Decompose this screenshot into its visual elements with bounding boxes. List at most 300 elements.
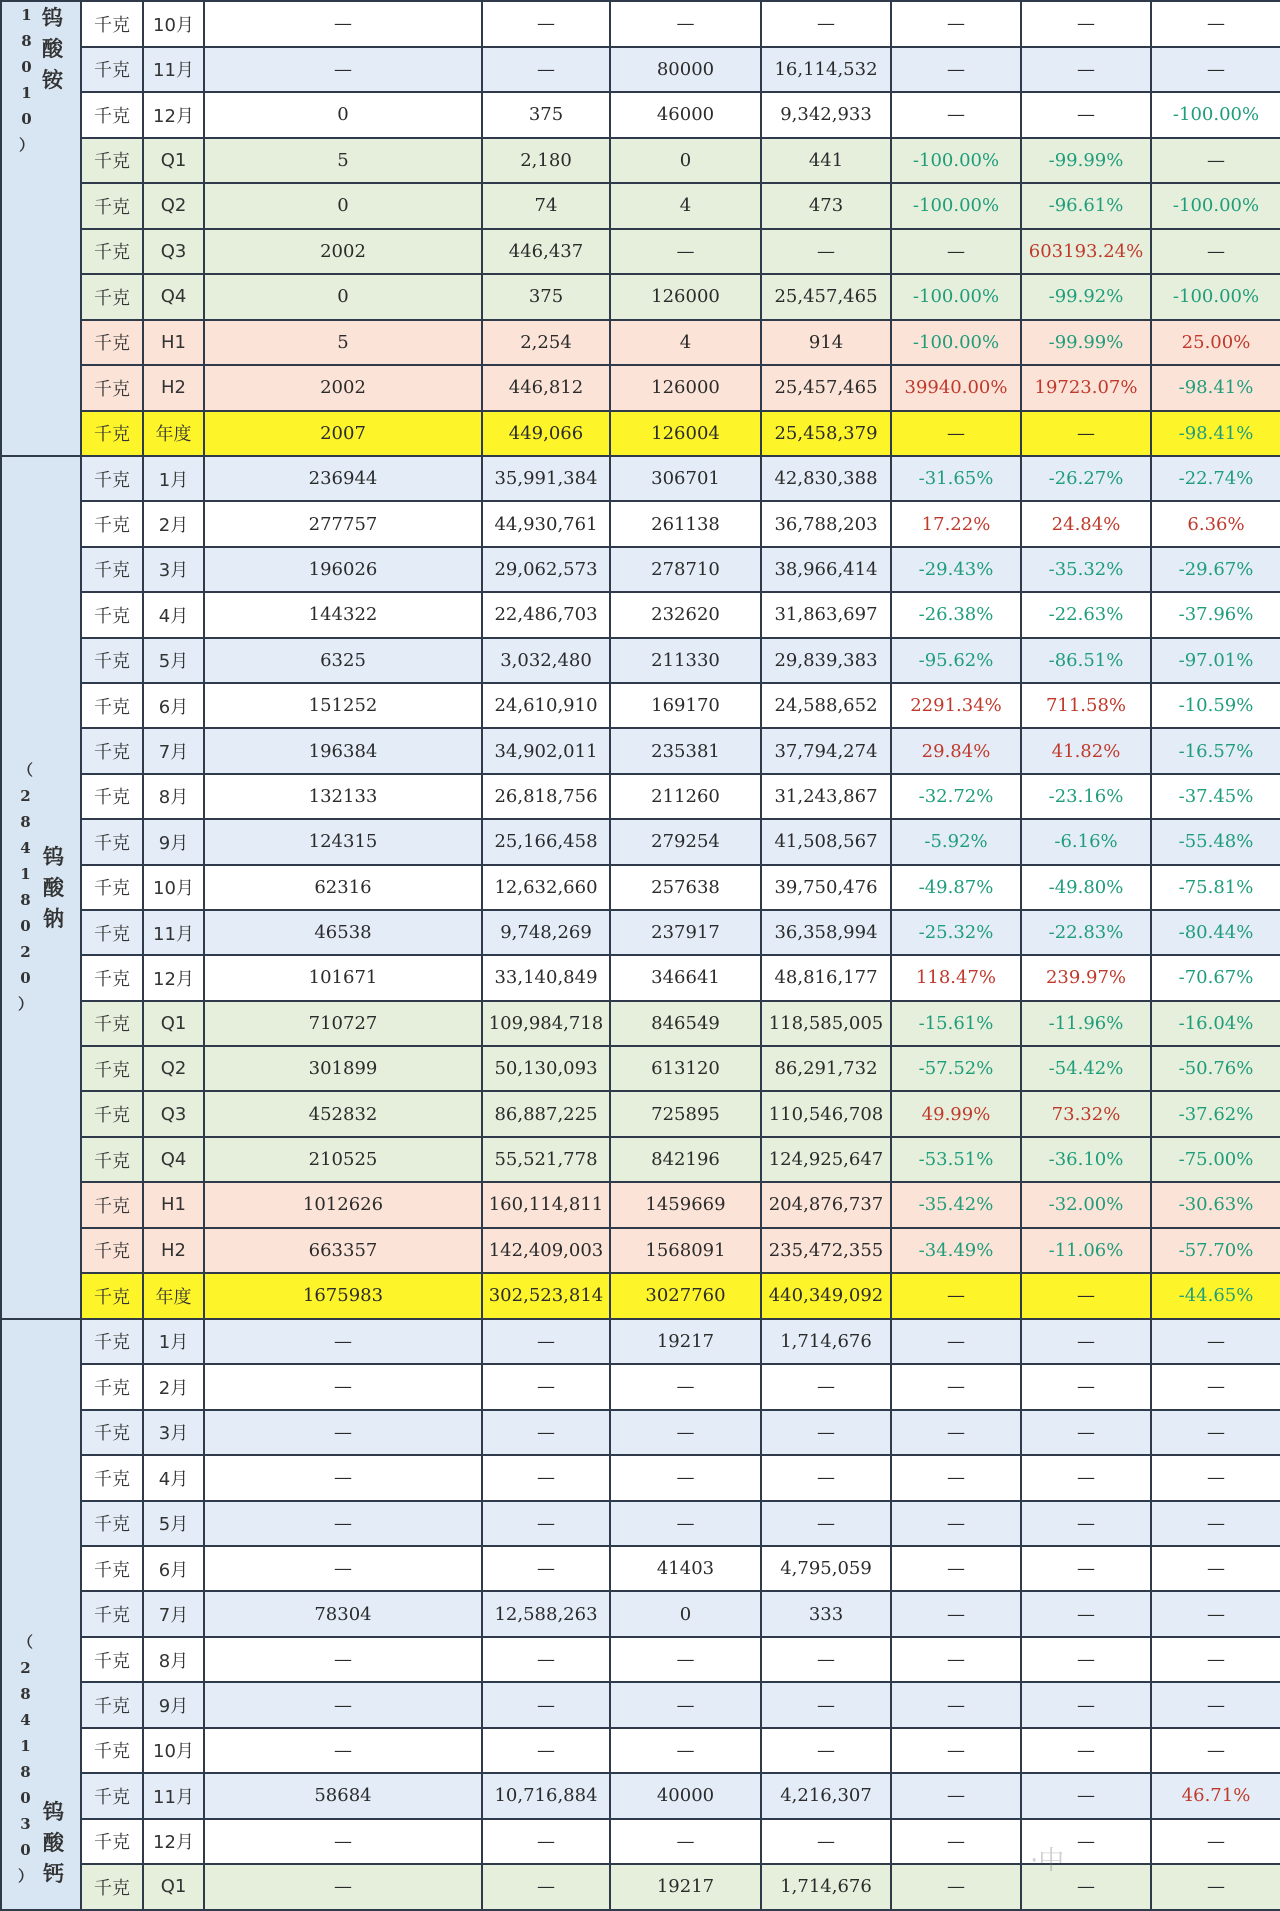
product-category-cell [1,456,81,1319]
value-cell: — [482,1455,610,1500]
value-cell: -32.00% [1021,1182,1151,1227]
table-row [1,1091,1280,1136]
period-cell: 11月 [143,1773,204,1818]
value-cell: 211330 [610,638,761,683]
unit-cell: 千克 [81,955,143,1000]
value-cell: 0 [610,138,761,184]
table-row [1,1501,1280,1546]
hs-code-char: ） [17,995,33,1014]
value-cell: -100.00% [1151,274,1280,320]
value-cell: 278710 [610,547,761,592]
value-cell: — [482,47,610,93]
hs-code-char: （ [17,761,33,780]
value-cell: -57.52% [891,1046,1021,1091]
value-cell: 711.58% [1021,683,1151,728]
value-cell: — [204,1864,482,1909]
period-cell: H1 [143,320,204,366]
period-cell: 4月 [143,1455,204,1500]
hs-code-char: 8 [20,891,31,910]
table-row [1,1273,1280,1319]
hs-code-char: （ [17,1632,33,1651]
value-cell: — [610,1501,761,1546]
value-cell: 239.97% [1021,955,1151,1000]
unit-cell: 千克 [81,1319,143,1364]
hs-code-char: 1 [20,1736,31,1755]
hs-code-char: 8 [20,1684,31,1703]
period-cell: 8月 [143,774,204,819]
value-cell: 109,984,718 [482,1001,610,1046]
unit-cell: 千克 [81,47,143,93]
value-cell: -23.16% [1021,774,1151,819]
value-cell: -26.38% [891,592,1021,637]
hs-code-char: 0 [21,110,32,128]
table-row [1,501,1280,546]
unit-cell: 千克 [81,365,143,411]
value-cell: -37.45% [1151,774,1280,819]
hs-code-char: 1 [20,865,31,884]
unit-cell: 千克 [81,229,143,275]
hs-code-vertical [19,2,34,158]
table-row [1,183,1280,229]
value-cell: 4,795,059 [761,1546,891,1591]
table-row [1,1,1280,47]
value-cell: 842196 [610,1137,761,1182]
value-cell: — [482,1364,610,1409]
value-cell: 118,585,005 [761,1001,891,1046]
unit-cell: 千克 [81,1273,143,1319]
value-cell: — [482,1,610,47]
unit-cell: 千克 [81,320,143,366]
table-row [1,229,1280,275]
value-cell: — [891,1637,1021,1682]
unit-cell: 千克 [81,1864,143,1909]
table-row [1,1182,1280,1227]
table-row [1,728,1280,773]
hs-code-vertical [18,757,33,1017]
value-cell: 12,588,263 [482,1591,610,1636]
value-cell: — [1021,1864,1151,1909]
value-cell: 101671 [204,955,482,1000]
period-cell: 12月 [143,1819,204,1864]
hs-code-char: 8 [21,32,32,50]
value-cell: — [891,1,1021,47]
value-cell: 169170 [610,683,761,728]
value-cell: -55.48% [1151,819,1280,864]
value-cell: 2007 [204,411,482,457]
value-cell: -98.41% [1151,411,1280,457]
value-cell: — [204,1501,482,1546]
value-cell: -31.65% [891,456,1021,501]
table-row [1,1410,1280,1455]
value-cell: — [891,229,1021,275]
period-cell: 1月 [143,1319,204,1364]
value-cell: 236944 [204,456,482,501]
value-cell: 10,716,884 [482,1773,610,1818]
value-cell: -6.16% [1021,819,1151,864]
value-cell: 160,114,811 [482,1182,610,1227]
value-cell: 452832 [204,1091,482,1136]
value-cell: 3,032,480 [482,638,610,683]
value-cell: -29.43% [891,547,1021,592]
value-cell: — [610,1410,761,1455]
value-cell: 124315 [204,819,482,864]
value-cell: 151252 [204,683,482,728]
value-cell: -54.42% [1021,1046,1151,1091]
value-cell: 29,839,383 [761,638,891,683]
value-cell: 473 [761,183,891,229]
watermark-icon: ·中 [1030,1846,1065,1876]
value-cell: 50,130,093 [482,1046,610,1091]
value-cell: 1012626 [204,1182,482,1227]
value-cell: — [761,1,891,47]
unit-cell: 千克 [81,683,143,728]
value-cell: -49.87% [891,865,1021,910]
value-cell: 33,140,849 [482,955,610,1000]
period-cell: 10月 [143,1728,204,1773]
period-cell: 10月 [143,1,204,47]
value-cell: — [1151,1546,1280,1591]
unit-cell: 千克 [81,456,143,501]
value-cell: — [761,1682,891,1727]
value-cell: — [1021,1455,1151,1500]
unit-cell: 千克 [81,1773,143,1818]
table-row [1,320,1280,366]
period-cell: 7月 [143,728,204,773]
value-cell: 261138 [610,501,761,546]
value-cell: 40000 [610,1773,761,1818]
value-cell: — [610,1364,761,1409]
value-cell: — [891,1364,1021,1409]
period-cell: 9月 [143,1682,204,1727]
value-cell: — [891,1273,1021,1319]
value-cell: 74 [482,183,610,229]
value-cell: 144322 [204,592,482,637]
period-cell: Q1 [143,1001,204,1046]
unit-cell: 千克 [81,1364,143,1409]
value-cell: 449,066 [482,411,610,457]
product-name-char: 钙 [43,1860,64,1886]
table-row [1,411,1280,457]
period-cell: Q4 [143,1137,204,1182]
value-cell: 24,610,910 [482,683,610,728]
period-cell: Q3 [143,1091,204,1136]
value-cell: — [1021,1546,1151,1591]
period-cell: Q1 [143,138,204,184]
value-cell: 126004 [610,411,761,457]
value-cell: 5 [204,138,482,184]
period-cell: 3月 [143,547,204,592]
value-cell: -34.49% [891,1228,1021,1273]
value-cell: -22.74% [1151,456,1280,501]
value-cell: — [482,1864,610,1909]
value-cell: -100.00% [1151,183,1280,229]
table-row [1,1819,1280,1864]
table-row [1,910,1280,955]
value-cell: 26,818,756 [482,774,610,819]
product-category-cell [1,1319,81,1910]
value-cell: 17.22% [891,501,1021,546]
value-cell: 0 [610,1591,761,1636]
value-cell: 1675983 [204,1273,482,1319]
value-cell: -44.65% [1151,1273,1280,1319]
period-cell: 10月 [143,865,204,910]
hs-code-char: 8 [20,1762,31,1781]
value-cell: — [891,47,1021,93]
value-cell: 25,166,458 [482,819,610,864]
value-cell: — [1151,47,1280,93]
value-cell: 46000 [610,92,761,138]
value-cell: 73.32% [1021,1091,1151,1136]
value-cell: 4 [610,320,761,366]
value-cell: — [891,1773,1021,1818]
value-cell: 46.71% [1151,1773,1280,1818]
value-cell: — [482,1501,610,1546]
hs-code-char: 4 [20,839,31,858]
value-cell: -98.41% [1151,365,1280,411]
value-cell: -30.63% [1151,1182,1280,1227]
value-cell: 39,750,476 [761,865,891,910]
value-cell: — [1151,1637,1280,1682]
value-cell: — [1151,1728,1280,1773]
value-cell: — [1151,1819,1280,1864]
value-cell: -86.51% [1021,638,1151,683]
value-cell: 19217 [610,1319,761,1364]
value-cell: 25,458,379 [761,411,891,457]
value-cell: -29.67% [1151,547,1280,592]
product-name-vertical [43,1796,64,1889]
value-cell: -32.72% [891,774,1021,819]
value-cell: — [1151,1501,1280,1546]
value-cell: -96.61% [1021,183,1151,229]
period-cell: 3月 [143,1410,204,1455]
value-cell: — [891,1591,1021,1636]
value-cell: -100.00% [891,274,1021,320]
value-cell: 110,546,708 [761,1091,891,1136]
period-cell: H2 [143,365,204,411]
value-cell: -11.06% [1021,1228,1151,1273]
value-cell: 58684 [204,1773,482,1818]
product-name-char: 钨 [43,843,64,869]
unit-cell: 千克 [81,1546,143,1591]
value-cell: — [610,229,761,275]
value-cell: -16.57% [1151,728,1280,773]
unit-cell: 千克 [81,1001,143,1046]
hs-code-vertical [18,1629,33,1889]
value-cell: 1,714,676 [761,1319,891,1364]
value-cell: 25,457,465 [761,274,891,320]
value-cell: — [761,1501,891,1546]
value-cell: — [1151,1591,1280,1636]
value-cell: 2,254 [482,320,610,366]
period-cell: 8月 [143,1637,204,1682]
value-cell: — [1151,138,1280,184]
unit-cell: 千克 [81,1,143,47]
value-cell: -35.32% [1021,547,1151,592]
value-cell: 0 [204,183,482,229]
value-cell: 446,812 [482,365,610,411]
value-cell: — [204,1319,482,1364]
value-cell: — [891,1319,1021,1364]
unit-cell: 千克 [81,1682,143,1727]
value-cell: 142,409,003 [482,1228,610,1273]
value-cell: 80000 [610,47,761,93]
hs-code-char: ） [17,1866,33,1885]
period-cell: 5月 [143,638,204,683]
hs-code-char: 3 [20,1814,31,1833]
value-cell: 31,863,697 [761,592,891,637]
unit-cell: 千克 [81,819,143,864]
period-cell: 11月 [143,910,204,955]
value-cell: — [1151,1682,1280,1727]
value-cell: -80.44% [1151,910,1280,955]
table-row [1,1046,1280,1091]
period-cell: 2月 [143,501,204,546]
product-name-char: 钨 [43,1798,64,1824]
value-cell: 235,472,355 [761,1228,891,1273]
period-cell: 2月 [143,1364,204,1409]
period-cell: 1月 [143,456,204,501]
hs-code-char: ） [18,136,34,154]
value-cell: 55,521,778 [482,1137,610,1182]
value-cell: — [891,1682,1021,1727]
table-row [1,1455,1280,1500]
value-cell: 86,291,732 [761,1046,891,1091]
value-cell: 35,991,384 [482,456,610,501]
value-cell: -100.00% [1151,92,1280,138]
value-cell: 603193.24% [1021,229,1151,275]
value-cell: — [761,1364,891,1409]
value-cell: 375 [482,92,610,138]
value-cell: -50.76% [1151,1046,1280,1091]
unit-cell: 千克 [81,1137,143,1182]
value-cell: 46538 [204,910,482,955]
value-cell: 725895 [610,1091,761,1136]
table-row [1,774,1280,819]
unit-cell: 千克 [81,774,143,819]
value-cell: 277757 [204,501,482,546]
value-cell: -99.92% [1021,274,1151,320]
table-row [1,1591,1280,1636]
hs-code-char: 0 [20,1788,31,1807]
value-cell: — [891,1455,1021,1500]
table-row [1,683,1280,728]
unit-cell: 千克 [81,1091,143,1136]
table-row [1,1228,1280,1273]
value-cell: 124,925,647 [761,1137,891,1182]
value-cell: 613120 [610,1046,761,1091]
value-cell: 19723.07% [1021,365,1151,411]
value-cell: — [482,1728,610,1773]
value-cell: — [482,1546,610,1591]
value-cell: — [761,1455,891,1500]
value-cell: 16,114,532 [761,47,891,93]
value-cell: 446,437 [482,229,610,275]
table-row [1,1001,1280,1046]
value-cell: — [1021,1501,1151,1546]
table-row [1,819,1280,864]
value-cell: 333 [761,1591,891,1636]
table-row [1,1728,1280,1773]
value-cell: 38,966,414 [761,547,891,592]
value-cell: — [204,1,482,47]
hs-code-char: 2 [20,943,31,962]
value-cell: 41,508,567 [761,819,891,864]
value-cell: 5 [204,320,482,366]
value-cell: — [204,1728,482,1773]
value-cell: — [482,1410,610,1455]
product-name-vertical [43,841,64,934]
table-row [1,638,1280,683]
value-cell: — [1021,1319,1151,1364]
value-cell: -11.96% [1021,1001,1151,1046]
value-cell: — [891,1410,1021,1455]
value-cell: — [891,92,1021,138]
unit-cell: 千克 [81,1046,143,1091]
value-cell: 235381 [610,728,761,773]
value-cell: — [204,1819,482,1864]
value-cell: -99.99% [1021,138,1151,184]
table-row [1,1364,1280,1409]
period-cell: 4月 [143,592,204,637]
value-cell: — [1021,92,1151,138]
value-cell: — [1151,1864,1280,1909]
value-cell: 4,216,307 [761,1773,891,1818]
table-row [1,1546,1280,1591]
value-cell: — [610,1455,761,1500]
value-cell: -35.42% [891,1182,1021,1227]
value-cell: 3027760 [610,1273,761,1319]
value-cell: -53.51% [891,1137,1021,1182]
value-cell: — [891,1728,1021,1773]
product-name-vertical [42,2,63,95]
value-cell: — [1151,1319,1280,1364]
value-cell: — [204,47,482,93]
table-row [1,138,1280,184]
value-cell: -100.00% [891,183,1021,229]
value-cell: — [891,1501,1021,1546]
value-cell: — [204,1455,482,1500]
period-cell: 年度 [143,1273,204,1319]
period-cell: H1 [143,1182,204,1227]
value-cell: 49.99% [891,1091,1021,1136]
period-cell: Q4 [143,274,204,320]
value-cell: — [1021,1410,1151,1455]
period-cell: H2 [143,1228,204,1273]
value-cell: 0 [204,274,482,320]
value-cell: — [1151,1455,1280,1500]
table-row [1,1682,1280,1727]
value-cell: — [1151,1410,1280,1455]
value-cell: 126000 [610,365,761,411]
value-cell: 663357 [204,1228,482,1273]
value-cell: -75.00% [1151,1137,1280,1182]
value-cell: 302,523,814 [482,1273,610,1319]
product-name-char: 钠 [43,905,64,931]
value-cell: 301899 [204,1046,482,1091]
value-cell: — [204,1410,482,1455]
value-cell: — [761,1637,891,1682]
value-cell: 440,349,092 [761,1273,891,1319]
value-cell: — [204,1364,482,1409]
hs-code-char: 2 [20,1658,31,1677]
value-cell: -49.80% [1021,865,1151,910]
hs-code-char: 0 [21,58,32,76]
unit-cell: 千克 [81,910,143,955]
value-cell: -37.96% [1151,592,1280,637]
table-row [1,1773,1280,1818]
value-cell: 375 [482,274,610,320]
table-row [1,865,1280,910]
